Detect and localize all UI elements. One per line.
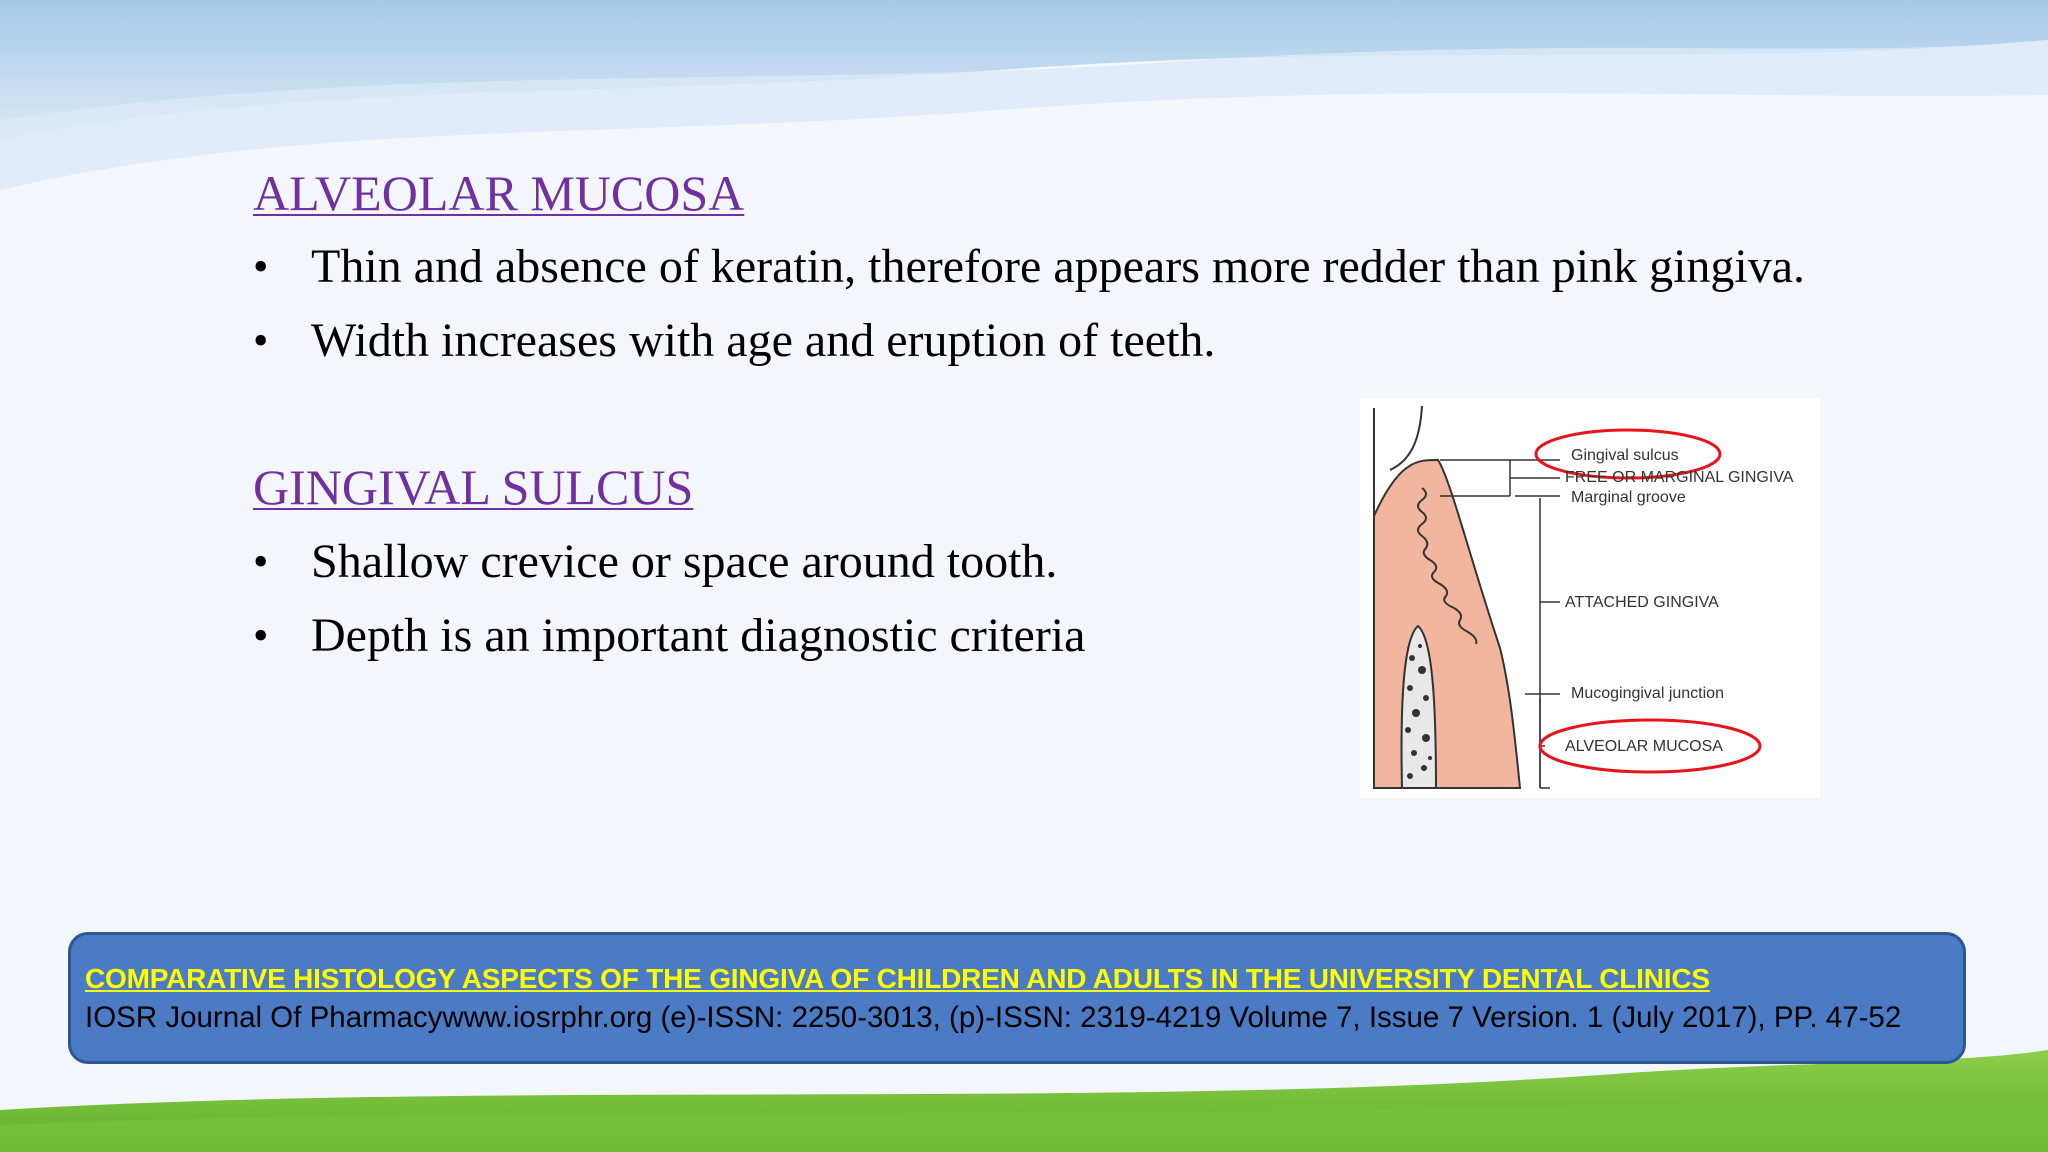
bullet-item: • Thin and absence of keratin, therefore appears more redder than pink gingiva. <box>253 230 1805 304</box>
bullet-list-alveolar-mucosa <box>253 230 1805 378</box>
section-heading-gingival-sulcus: GINGIVAL SULCUS <box>253 459 694 515</box>
label-gingival-sulcus: Gingival sulcus <box>1571 447 1679 464</box>
reference-citation: IOSR Journal Of Pharmacywww.iosrphr.org (e)-ISSN: 2250-3013, (p)-ISSN: 2319-4219 Volume 7, Issue 7 Version. 1 (July 2017), PP. 47-52 <box>85 1001 1902 1034</box>
bullet-list-gingival-sulcus <box>253 525 1085 673</box>
label-marginal-groove: Marginal groove <box>1571 489 1686 506</box>
gingiva-diagram <box>1360 398 1820 798</box>
label-alveolar-mucosa: ALVEOLAR MUCOSA <box>1565 738 1723 755</box>
reference-box <box>68 932 1966 1064</box>
label-mucogingival-junction: Mucogingival junction <box>1571 685 1724 702</box>
bullet-item: • Shallow crevice or space around tooth. <box>253 525 1085 599</box>
reference-title: COMPARATIVE HISTOLOGY ASPECTS OF THE GINGIVA OF CHILDREN AND ADULTS IN THE UNIVERSITY DENTAL CLINICS <box>85 963 1710 994</box>
label-attached-gingiva: ATTACHED GINGIVA <box>1565 594 1719 611</box>
label-free-marginal-gingiva: FREE OR MARGINAL GINGIVA <box>1565 469 1794 486</box>
bullet-item: • Width increases with age and eruption of teeth. <box>253 304 1805 378</box>
section-heading-alveolar-mucosa: ALVEOLAR MUCOSA <box>253 165 745 221</box>
bullet-item: • Depth is an important diagnostic criteria <box>253 599 1085 673</box>
